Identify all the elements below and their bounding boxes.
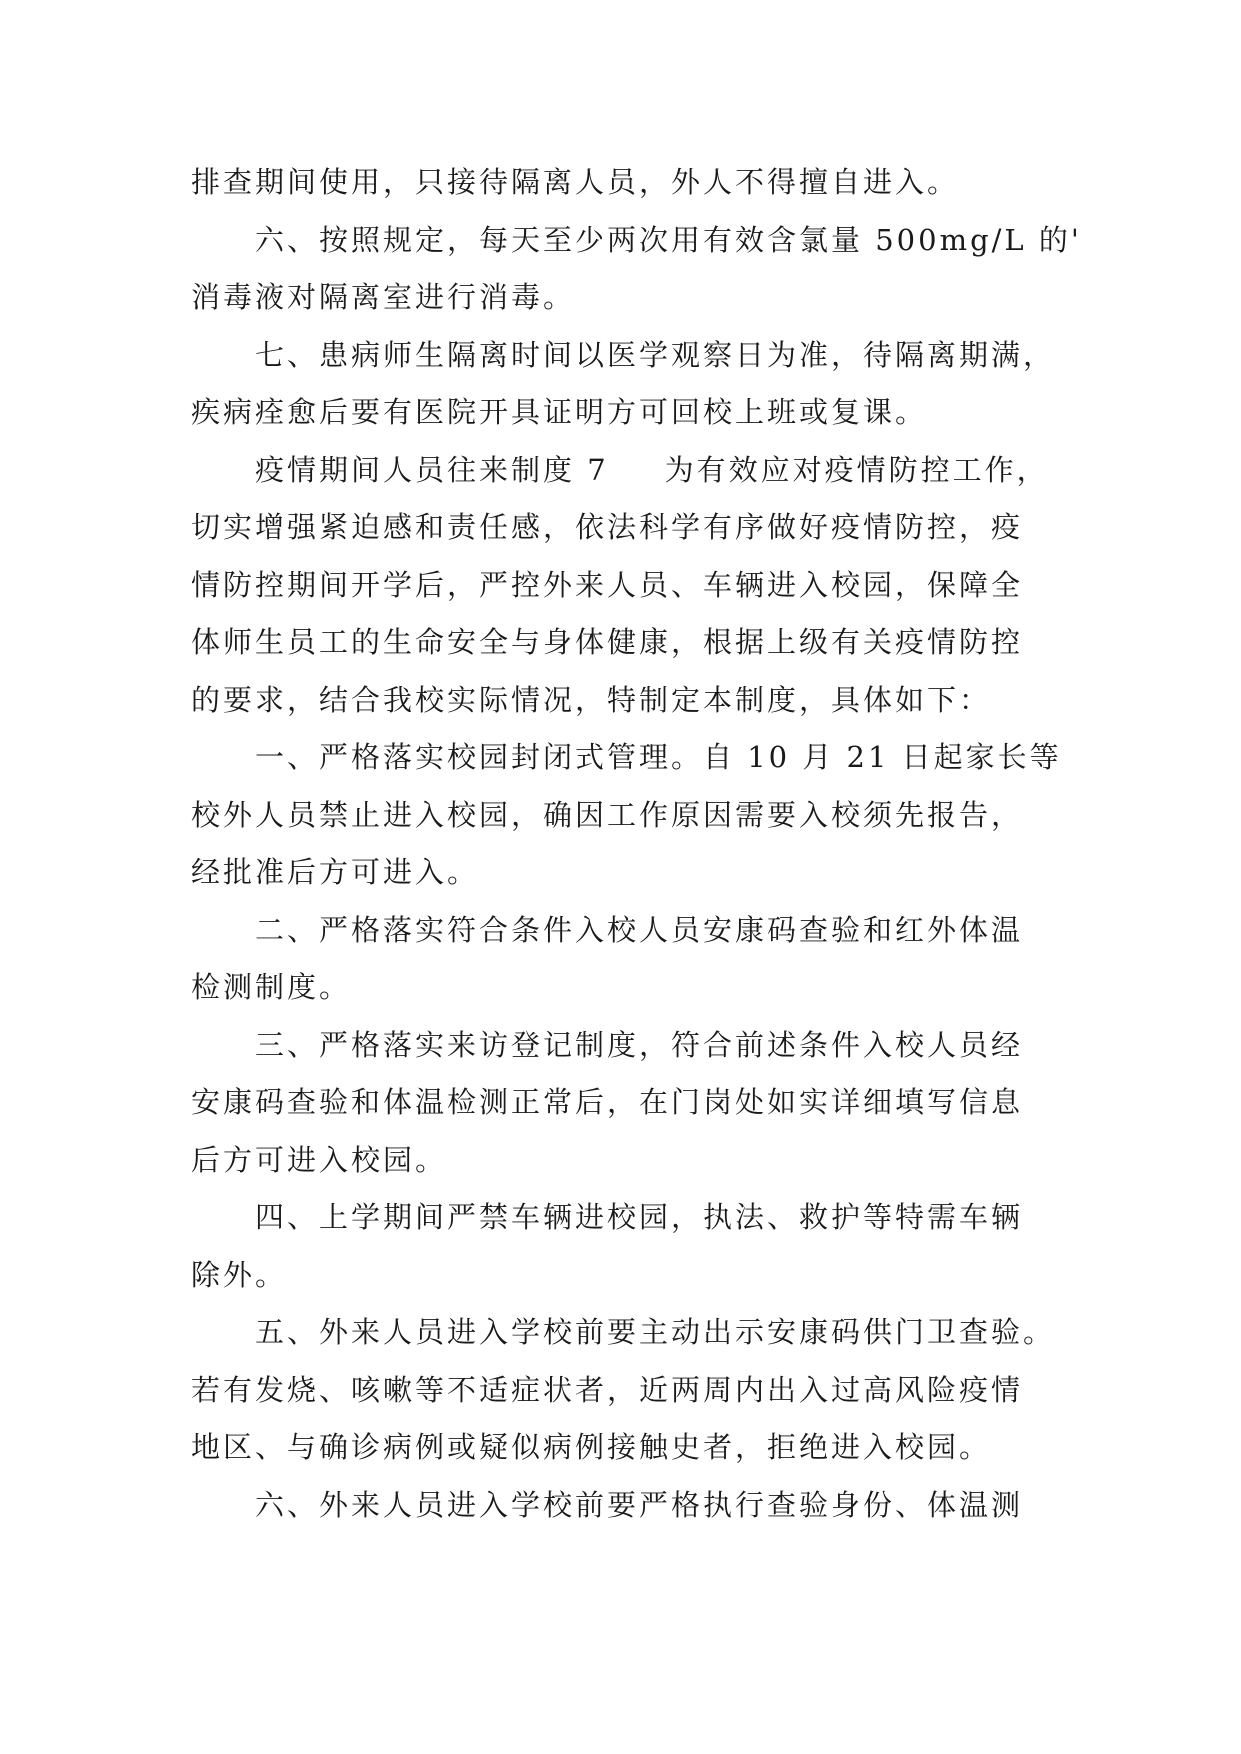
text-line: 疾病痊愈后要有医院开具证明方可回校上班或复课。 <box>191 395 928 429</box>
text-line: 消毒液对隔离室进行消毒。 <box>191 280 576 314</box>
text-line: 六、外来人员进入学校前要严格执行查验身份、体温测 <box>255 1487 1024 1522</box>
text-line: 地区、与确诊病例或疑似病例接触史者，拒绝进入校园。 <box>191 1430 992 1464</box>
text-line: 的要求，结合我校实际情况，特制定本制度，具体如下： <box>191 682 992 717</box>
text-line: 体师生员工的生命安全与身体健康，根据上级有关疫情防控 <box>191 625 1024 659</box>
text-line: 校外人员禁止进入校园，确因工作原因需要入校须先报告， <box>191 797 1024 832</box>
text-line: 五、外来人员进入学校前要主动出示安康码供门卫查验。 <box>255 1315 1056 1349</box>
text-line: 检测制度。 <box>191 970 352 1004</box>
text-line: 排查期间使用，只接待隔离人员，外人不得擅自进入。 <box>191 165 960 199</box>
text-line <box>191 442 1061 500</box>
text-line: 除外。 <box>191 1257 288 1292</box>
document-body <box>191 154 1082 1534</box>
text-line: 若有发烧、咳嗽等不适症状者，近两周内出入过高风险疫情 <box>191 1372 1024 1407</box>
text-line: 三、严格落实来访登记制度，符合前述条件入校人员经 <box>255 1027 1024 1062</box>
text-line: 七、患病师生隔离时间以医学观察日为准，待隔离期满， <box>255 337 1056 372</box>
text-line: 经批准后方可进入。 <box>191 855 480 889</box>
text-line: 六、按照规定，每天至少两次用有效含氯量 500mg/L 的' <box>255 222 1082 257</box>
section-heading: 疫情期间人员往来制度 7 <box>255 452 609 487</box>
text-line: 情防控期间开学后，严控外来人员、车辆进入校园，保障全 <box>191 567 1024 602</box>
text-line: 安康码查验和体温检测正常后，在门岗处如实详细填写信息 <box>191 1085 1024 1119</box>
text-line: 四、上学期间严禁车辆进校园，执法、救护等特需车辆 <box>255 1200 1024 1234</box>
text-line: 二、严格落实符合条件入校人员安康码查验和红外体温 <box>255 912 1024 947</box>
text-line: 切实增强紧迫感和责任感，依法科学有序做好疫情防控，疫 <box>191 510 1024 544</box>
text-segment: 为有效应对疫情防控工作， <box>664 452 1049 487</box>
text-line: 一、严格落实校园封闭式管理。自 10 月 21 日起家长等 <box>255 740 1062 774</box>
text-line: 后方可进入校园。 <box>191 1142 448 1177</box>
